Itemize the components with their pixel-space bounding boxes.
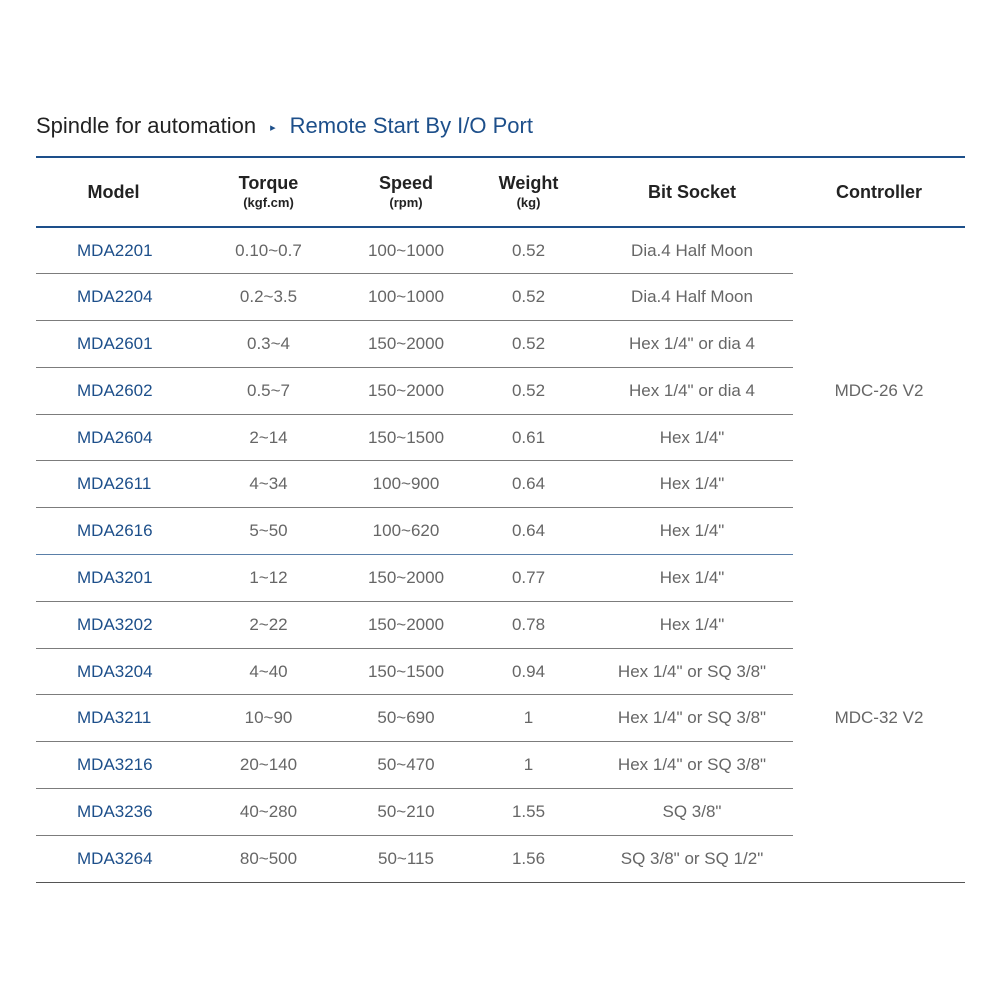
speed-cell: 100~620 [346, 508, 466, 555]
socket-cell: Hex 1/4" [591, 601, 793, 648]
column-header-speed: Speed (rpm) [346, 157, 466, 227]
weight-cell: 0.61 [466, 414, 591, 461]
column-unit-torque: (kgf.cm) [243, 195, 294, 210]
header-row [36, 157, 965, 227]
weight-cell: 1.56 [466, 835, 591, 882]
table-row [36, 555, 965, 602]
speed-cell: 50~210 [346, 789, 466, 836]
torque-cell: 40~280 [191, 789, 346, 836]
socket-cell: Hex 1/4" or SQ 3/8" [591, 742, 793, 789]
speed-cell: 100~1000 [346, 274, 466, 321]
socket-cell: Hex 1/4" or SQ 3/8" [591, 648, 793, 695]
model-cell: MDA2616 [36, 508, 191, 555]
controller-cell: MDC-26 V2 [834, 381, 924, 401]
socket-cell: Hex 1/4" [591, 461, 793, 508]
column-header-model: Model [87, 182, 140, 202]
torque-cell: 0.2~3.5 [191, 274, 346, 321]
table-row [36, 227, 965, 274]
torque-cell: 20~140 [191, 742, 346, 789]
socket-cell: Hex 1/4" [591, 508, 793, 555]
speed-cell: 150~2000 [346, 601, 466, 648]
weight-cell: 0.52 [466, 367, 591, 414]
speed-cell: 150~1500 [346, 414, 466, 461]
torque-cell: 2~22 [191, 601, 346, 648]
weight-cell: 1 [466, 695, 591, 742]
speed-cell: 100~900 [346, 461, 466, 508]
socket-cell: Dia.4 Half Moon [591, 227, 793, 274]
socket-cell: SQ 3/8" or SQ 1/2" [591, 835, 793, 882]
model-cell: MDA2601 [36, 321, 191, 368]
socket-cell: Hex 1/4" [591, 414, 793, 461]
model-cell: MDA2201 [36, 227, 191, 274]
model-cell: MDA3204 [36, 648, 191, 695]
page-heading [36, 110, 533, 142]
torque-cell: 0.5~7 [191, 367, 346, 414]
speed-cell: 150~2000 [346, 555, 466, 602]
column-header-bit-socket: Bit Socket [647, 182, 737, 202]
column-unit-weight: (kg) [516, 195, 541, 210]
model-cell: MDA3236 [36, 789, 191, 836]
torque-cell: 4~34 [191, 461, 346, 508]
socket-cell: SQ 3/8" [591, 789, 793, 836]
model-cell: MDA3211 [36, 695, 191, 742]
model-cell: MDA2602 [36, 367, 191, 414]
speed-cell: 50~470 [346, 742, 466, 789]
weight-cell: 0.77 [466, 555, 591, 602]
torque-cell: 0.10~0.7 [191, 227, 346, 274]
weight-cell: 0.52 [466, 321, 591, 368]
torque-cell: 5~50 [191, 508, 346, 555]
category-title: Spindle for automation [36, 113, 257, 138]
torque-cell: 10~90 [191, 695, 346, 742]
column-unit-speed: (rpm) [389, 195, 423, 210]
torque-cell: 0.3~4 [191, 321, 346, 368]
model-cell: MDA2604 [36, 414, 191, 461]
model-cell: MDA2611 [36, 461, 191, 508]
table-header [36, 157, 965, 227]
socket-cell: Hex 1/4" or dia 4 [591, 367, 793, 414]
speed-cell: 100~1000 [346, 227, 466, 274]
weight-cell: 0.64 [466, 461, 591, 508]
speed-cell: 150~1500 [346, 648, 466, 695]
torque-cell: 2~14 [191, 414, 346, 461]
column-header-weight: Weight (kg) [466, 157, 591, 227]
torque-cell: 1~12 [191, 555, 346, 602]
model-cell: MDA3202 [36, 601, 191, 648]
section-subtitle: Remote Start By I/O Port [289, 113, 533, 138]
socket-cell: Dia.4 Half Moon [591, 274, 793, 321]
model-cell: MDA3201 [36, 555, 191, 602]
socket-cell: Hex 1/4" or dia 4 [591, 321, 793, 368]
weight-cell: 0.78 [466, 601, 591, 648]
weight-cell: 0.64 [466, 508, 591, 555]
model-cell: MDA2204 [36, 274, 191, 321]
column-header-controller: Controller [835, 182, 922, 202]
breadcrumb-arrow-icon: ▸ [270, 121, 276, 134]
table-body [36, 227, 965, 882]
speed-cell: 50~690 [346, 695, 466, 742]
weight-cell: 1 [466, 742, 591, 789]
controller-cell: MDC-32 V2 [793, 555, 965, 883]
weight-cell: 0.52 [466, 274, 591, 321]
socket-cell: Hex 1/4" [591, 555, 793, 602]
speed-cell: 50~115 [346, 835, 466, 882]
socket-cell: Hex 1/4" or SQ 3/8" [591, 695, 793, 742]
speed-cell: 150~2000 [346, 321, 466, 368]
weight-cell: 1.55 [466, 789, 591, 836]
torque-cell: 80~500 [191, 835, 346, 882]
torque-cell: 4~40 [191, 648, 346, 695]
spindle-spec-table [36, 156, 965, 883]
weight-cell: 0.94 [466, 648, 591, 695]
model-cell: MDA3264 [36, 835, 191, 882]
weight-cell: 0.52 [466, 227, 591, 274]
column-header-torque: Torque (kgf.cm) [191, 157, 346, 227]
speed-cell: 150~2000 [346, 367, 466, 414]
model-cell: MDA3216 [36, 742, 191, 789]
